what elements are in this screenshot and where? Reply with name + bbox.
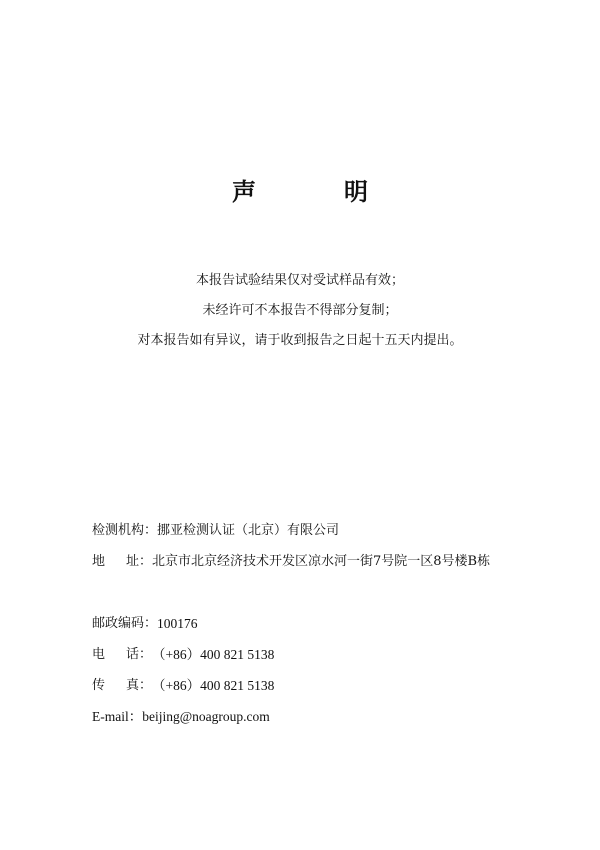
address-label: 地 址：: [92, 554, 152, 569]
org-label: 检测机构：: [92, 523, 158, 538]
statement-list: [0, 266, 600, 356]
postal-row: [92, 608, 562, 639]
statement-line: 未经许可不本报告不得部分复制；: [202, 303, 398, 318]
address-value: 北京市北京经济技术开发区凉水河一街7号院一区8号楼B栋: [152, 554, 491, 569]
phone-value: （+86）400 821 5138: [152, 647, 275, 662]
postal-label: 邮政编码：: [92, 616, 158, 631]
phone-row: [92, 639, 562, 670]
fax-value: （+86）400 821 5138: [152, 678, 275, 693]
email-row: [92, 701, 562, 732]
org-value: 挪亚检测认证（北京）有限公司: [157, 523, 340, 538]
statement-line: 对本报告如有异议，请于收到报告之日起十五天内提出。: [137, 333, 463, 348]
email-value[interactable]: beijing@noagroup.com: [142, 709, 270, 724]
org-row: [92, 515, 562, 546]
fax-row: [92, 670, 562, 701]
fax-label: 传 真：: [92, 678, 152, 693]
page-title: 声 明: [232, 177, 400, 206]
address-row: [92, 546, 562, 608]
phone-label: 电 话：: [92, 647, 152, 662]
contact-block: [92, 515, 562, 732]
statement-line: 本报告试验结果仅对受试样品有效；: [195, 273, 404, 288]
postal-value: 100176: [157, 616, 198, 631]
email-label: E-mail：: [92, 709, 143, 724]
